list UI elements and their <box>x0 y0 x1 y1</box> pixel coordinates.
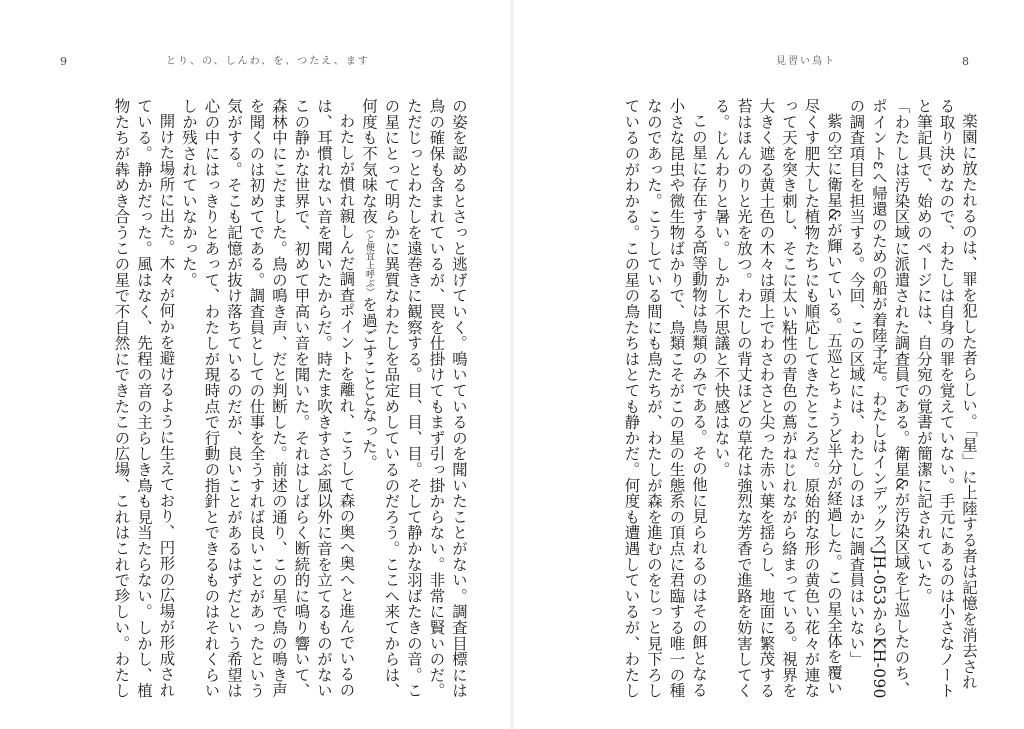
right-page-body <box>558 98 980 702</box>
left-page-number: 9 <box>60 55 67 68</box>
book-gutter <box>510 0 514 729</box>
right-running-header: 見習い鳥ト <box>776 56 836 67</box>
left-paragraph-2: わたしが慣れ親しんだ調査ポイントを離れ、こうして森の奥へ奥へと進んでいるのは、耳慣れない音を聞いたからだ。時たま吹きすさぶ風以外に音を立てるものがないこの静かな世界で、初めて甲高い音を聞いた。それはしばらく断続的に鳴り響いて、森林中にこだました。鳥の鳴き声、だと判断した。前述の通り、この星で鳥の鳴き声を聞くのは初めてである。調査員としての仕事を全うすれば良いことがあったという気がする。そこも記憶が抜け落ちているのだが、良いことがあるはずだという希望は心の中にはっきりとあって、わたしが現時点で行動の指針とできるものはそれくらいしか残されていなかった。 <box>180 98 356 699</box>
memo-quote <box>845 98 913 702</box>
memo-quote-text-1: 「わたしは汚染区域に派遣された調査員である。衛星&が汚染区域を七巡したのち、ポイントεへ帰還のための船が着陸予定。わたしはインデックス <box>870 98 911 697</box>
right-page-number: 8 <box>962 55 969 68</box>
left-page-body <box>46 98 470 702</box>
index-from: JH-053 <box>870 548 888 606</box>
left-running-header: とり、の、しんわ、を、つたえ、ます <box>166 56 370 67</box>
right-paragraph-3: この星に存在する高等動物は鳥類のみである。その他に見られるのはその餌となる小さな昆虫や微生物ばかりで、鳥類こそがこの星の生態系の頂点に君臨する唯一の種なのであった。こうしている間にも鳥たちが、わたしが森を進むのをじっと見下ろしているのがわかる。この星の鳥たちはとても静かだ。何度も遭遇しているが、わたし <box>622 98 708 699</box>
left-paragraph-3: 開けた場所に出た。木々が何かを避けるように生えており、円形の広場が形成されている。静かだった。風はなく、先程の音の主らしき鳥も見当たらない。しかし、植物たちが犇めき合うこの星で不自然にできたこの広場、これはこれで珍しい。わたし <box>112 98 176 699</box>
memo-quote-connector: から <box>870 605 888 637</box>
right-paragraph-1: 楽園に放たれるのは、罪を犯した者らしい。「星」に上陸する者は記憶を消去される取り決めなので、わたしは自身の罪を覚えていない。手元にあるのは小さなノートと筆記具で、始めのページには、自分宛の覚書が簡潔に記されていた。 <box>915 98 978 699</box>
right-paragraph-2: 紫の空に衛星&が輝いている。五巡とちょうど半分が経過した。この星全体を覆い尽くす肥大した植物たちにも順応してきたところだ。原始的な形の黄色い花々が連なって天を突き刺し、そこに太い粘性の青色の蔦がねじれながら絡まっている。視界を大きく遮る黄土色の木々は頭上でわさわさと尖った赤い葉を揺らし、地面に繁茂する苔はほんのりと光を放つ。わたしの背丈ほどの草花は強烈な芳香で進路を妨害してくる。じんわりと暑い。しかし不思議と不快感はない。 <box>712 98 843 699</box>
left-paragraph-1-note: （と便宜上呼ぶ） <box>364 224 374 297</box>
memo-quote-text-2: の調査項目を担当する。今回、この区域には、わたしのほかに調査員はいない」 <box>847 98 866 667</box>
left-paragraph-1 <box>358 98 471 702</box>
left-paragraph-1-text: の姿を認めるとさっと逃げていく。鳴いているのを聞いたことがない。調査目標には鳥の確保も含まれているが、罠を仕掛けてもまず引っ掛からない。非常に賢いのだ。ただじっとわたしを遠巻きに観察する。目、目、目。そして静かな羽ばたきの音。この星にとって明らかに異質なわたしを品定めしているのだろう。ここへ来てからは、何度も不気味な夜 <box>360 98 468 699</box>
left-paragraph-1-text-after: を過ごすこととなった。 <box>360 296 378 471</box>
index-to: KH-090 <box>870 636 888 699</box>
